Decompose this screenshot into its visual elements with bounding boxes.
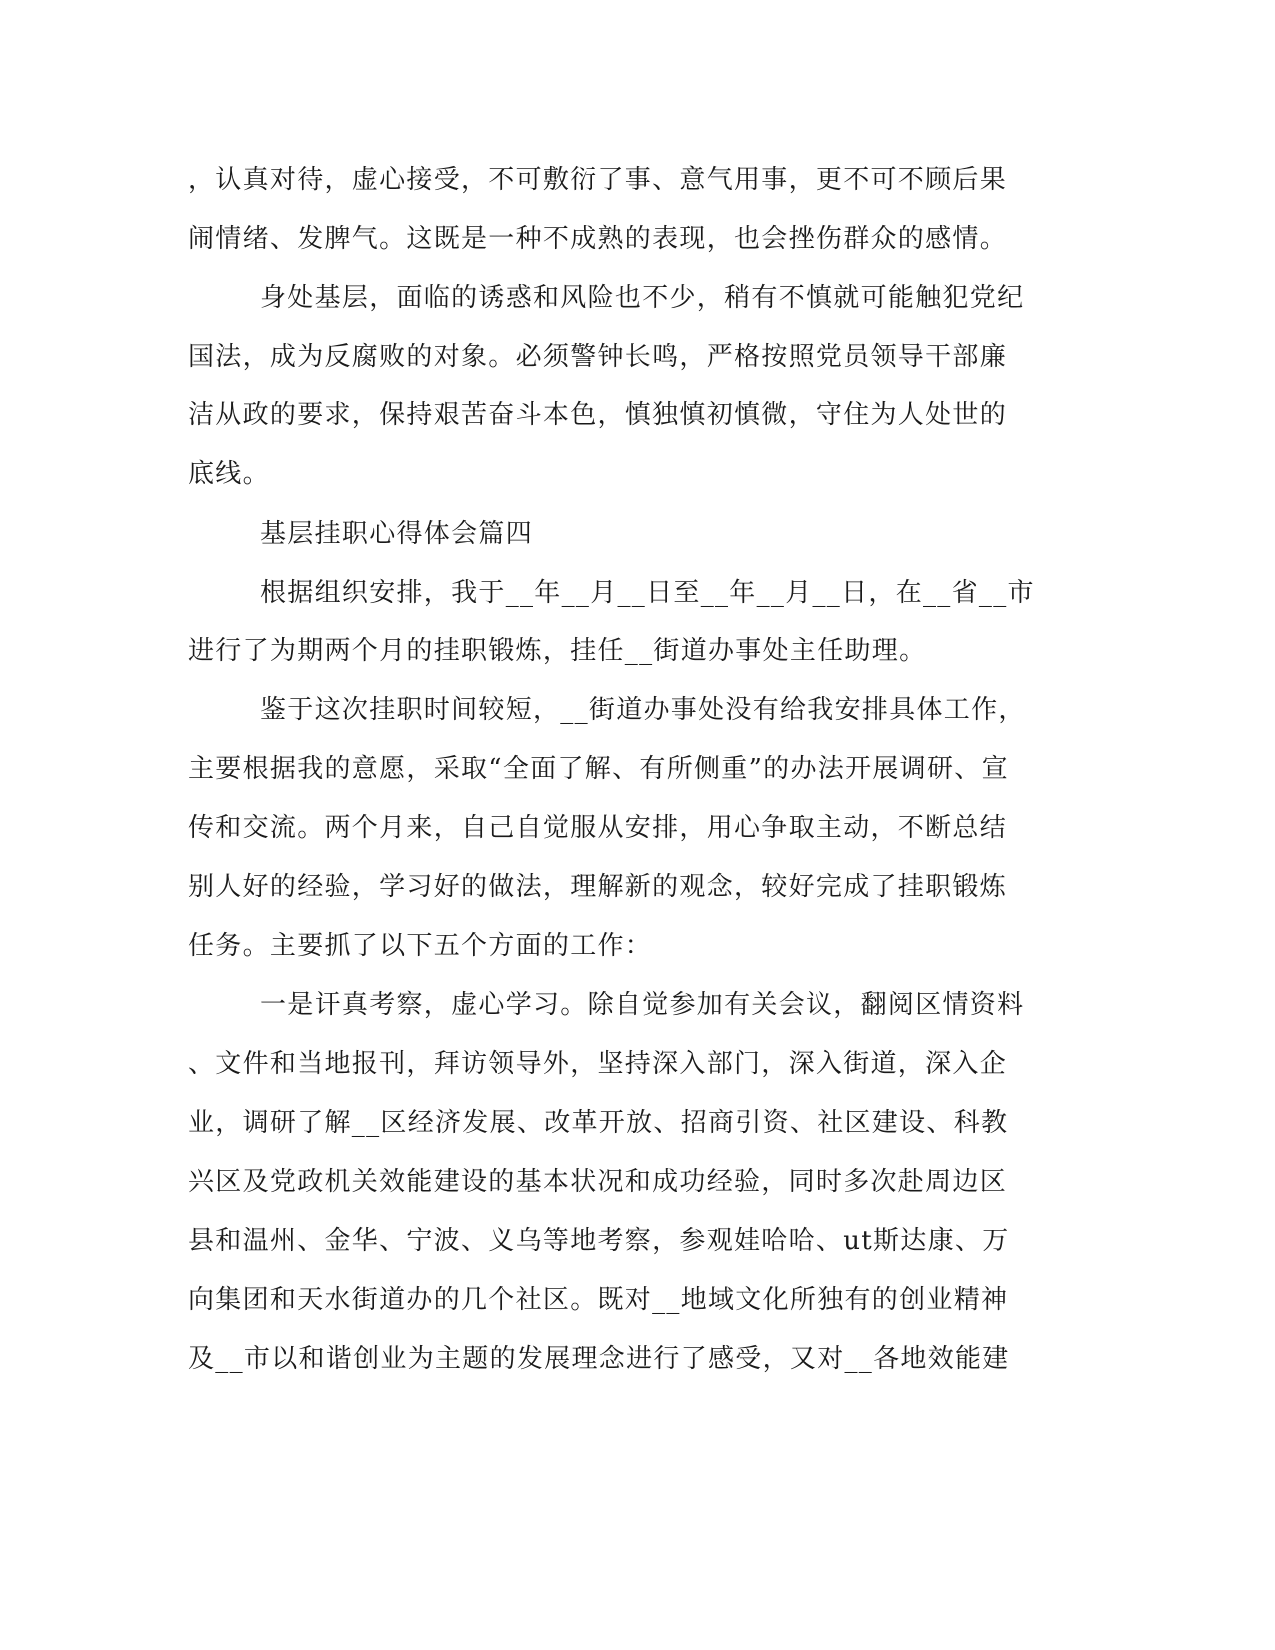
paragraph-start-line: 一是讦真考察，虚心学习。除自觉参加有关会议，翻阅区情资料 bbox=[260, 990, 1025, 1020]
paragraph-start-line: 根据组织安排，我于__年__月__日至__年__月__日，在__省__市 bbox=[260, 578, 1035, 608]
text-line: 县和温州、金华、宁波、义乌等地考察，参观娃哈哈、ut斯达康、万 bbox=[188, 1226, 1010, 1256]
text-line: 向集团和天水街道办的几个社区。既对__地域文化所独有的创业精神 bbox=[188, 1285, 1009, 1315]
text-line: 及__市以和谐创业为主题的发展理念进行了感受，又对__各地效能建 bbox=[188, 1344, 1010, 1374]
text-line: 、文件和当地报刊，拜访领导外，坚持深入部门，深入街道，深入企 bbox=[188, 1049, 1008, 1079]
text-line: 进行了为期两个月的挂职锻炼，挂任__街道办事处主任助理。 bbox=[188, 636, 927, 666]
text-line: 任务。主要抓了以下五个方面的工作： bbox=[188, 931, 653, 961]
text-line: 别人好的经验，学习好的做法，理解新的观念，较好完成了挂职锻炼 bbox=[188, 872, 1008, 902]
text-line: 闹情绪、发脾气。这既是一种不成熟的表现，也会挫伤群众的感情。 bbox=[188, 224, 1008, 254]
text-line: 主要根据我的意愿，采取“全面了解、有所侧重”的办法开展调研、宣 bbox=[188, 754, 1009, 784]
paragraph-start-line: 身处基层，面临的诱惑和风险也不少，稍有不慎就可能触犯党纪 bbox=[260, 283, 1025, 313]
text-line: 兴区及党政机关效能建设的基本状况和成功经验，同时多次赴周边区 bbox=[188, 1167, 1008, 1197]
paragraph-start-line: 鉴于这次挂职时间较短，__街道办事处没有给我安排具体工作， bbox=[260, 695, 1026, 725]
text-line: 底线。 bbox=[188, 459, 270, 489]
section-heading: 基层挂职心得体会篇四 bbox=[260, 519, 534, 549]
text-line: 国法，成为反腐败的对象。必须警钟长鸣，严格按照党员领导干部廉 bbox=[188, 342, 1008, 372]
text-line: 传和交流。两个月来，自己自觉服从安排，用心争取主动，不断总结 bbox=[188, 813, 1008, 843]
text-line: 洁从政的要求，保持艰苦奋斗本色，慎独慎初慎微，守住为人处世的 bbox=[188, 400, 1008, 430]
text-line: ，认真对待，虚心接受，不可敷衍了事、意气用事，更不可不顾后果 bbox=[188, 165, 1008, 195]
text-line: 业，调研了解__区经济发展、改革开放、招商引资、社区建设、科教 bbox=[188, 1108, 1009, 1138]
